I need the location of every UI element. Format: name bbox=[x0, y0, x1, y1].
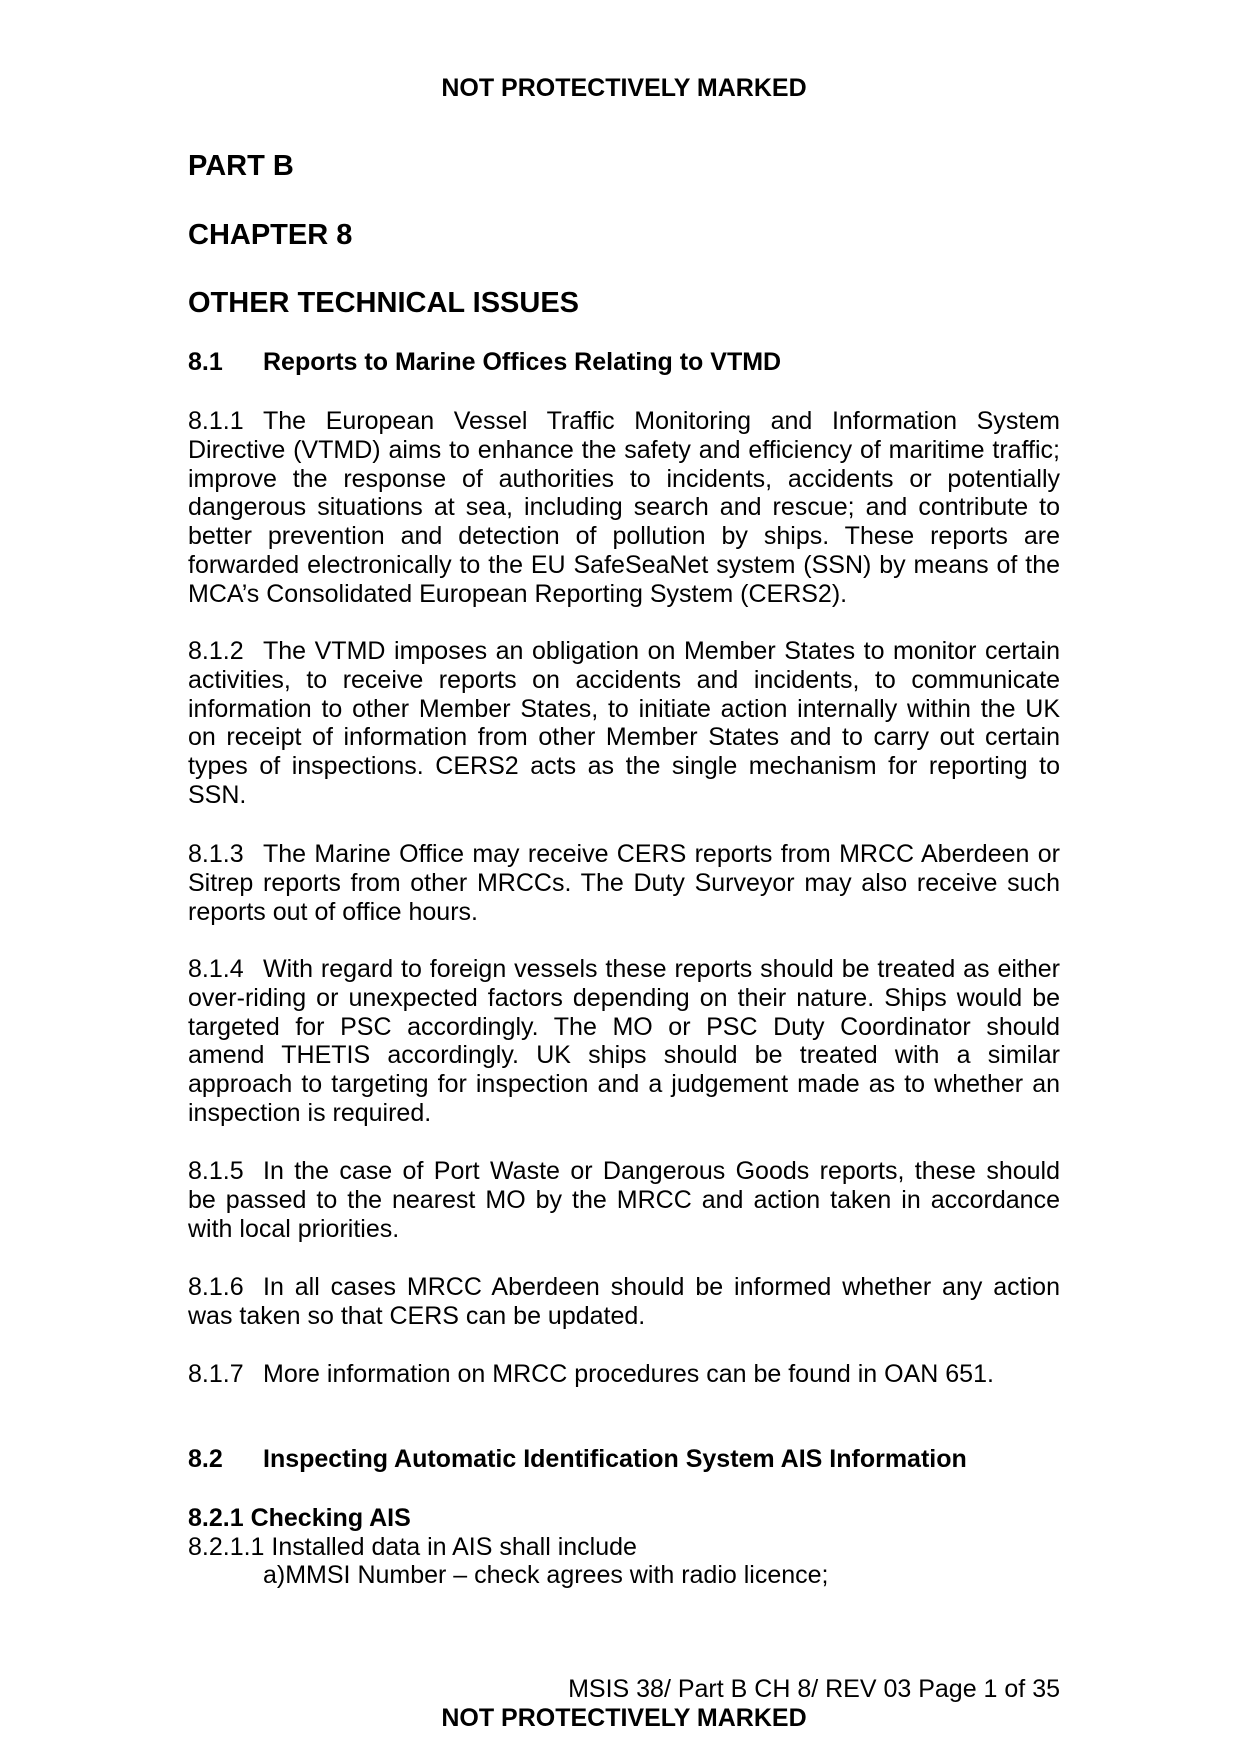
subsection-title: Checking AIS bbox=[250, 1504, 411, 1532]
section-heading-8-1 bbox=[188, 348, 1060, 377]
paragraph-line: approach to targeting for inspection and a judgement made as to whether an bbox=[188, 1070, 1060, 1099]
paragraph-line-text: In the case of Port Waste or Dangerous Goods reports, these should bbox=[263, 1157, 1060, 1185]
paragraph-line: forwarded electronically to the EU SafeSeaNet system (SSN) by means of the bbox=[188, 550, 1060, 579]
paragraph-line: information to other Member States, to initiate action internally within the UK bbox=[188, 694, 1060, 723]
paragraph-8-1-1 bbox=[188, 407, 1060, 609]
chapter-title: OTHER TECHNICAL ISSUES bbox=[188, 287, 580, 319]
paragraph-line bbox=[188, 1273, 1060, 1302]
paragraph-line-text: The Marine Office may receive CERS reports from MRCC Aberdeen or bbox=[263, 840, 1060, 868]
paragraph-line bbox=[188, 840, 1060, 869]
paragraph-line: dangerous situations at sea, including search and rescue; and contribute to bbox=[188, 493, 1060, 522]
paragraph-line: with local priorities. bbox=[188, 1214, 400, 1243]
footer-reference: MSIS 38/ Part B CH 8/ REV 03 Page 1 of 35 bbox=[568, 1675, 1060, 1703]
paragraph-line bbox=[188, 1360, 1060, 1389]
paragraph-line: MCA’s Consolidated European Reporting System (CERS2). bbox=[188, 579, 848, 608]
paragraph-line: over-riding or unexpected factors depending on their nature. Ships would be bbox=[188, 983, 1060, 1012]
paragraph-number: 8.1.4 bbox=[188, 955, 244, 983]
paragraph-number: 8.1.2 bbox=[188, 637, 244, 665]
paragraph-line: amend THETIS accordingly. UK ships should be treated with a similar bbox=[188, 1041, 1060, 1070]
paragraph-line bbox=[188, 1157, 1060, 1186]
paragraph-number: 8.1.5 bbox=[188, 1157, 244, 1185]
subsection-number: 8.2.1 bbox=[188, 1504, 244, 1532]
paragraph-line: Directive (VTMD) aims to enhance the safety and efficiency of maritime traffic; bbox=[188, 435, 1060, 464]
paragraph-number: 8.1.3 bbox=[188, 840, 244, 868]
clause-number: 8.2.1.1 bbox=[188, 1533, 265, 1561]
section-title: Reports to Marine Offices Relating to VTMD bbox=[263, 348, 782, 376]
paragraph-line: inspection is required. bbox=[188, 1098, 432, 1127]
paragraph-8-1-6 bbox=[188, 1273, 1060, 1331]
paragraph-line: Sitrep reports from other MRCCs. The Duty Surveyor may also receive such bbox=[188, 868, 1060, 897]
paragraph-line: types of inspections. CERS2 acts as the single mechanism for reporting to bbox=[188, 752, 1060, 781]
list-item: a)MMSI Number – check agrees with radio licence; bbox=[263, 1561, 829, 1589]
paragraph-8-1-4 bbox=[188, 955, 1060, 1128]
paragraph-8-1-3 bbox=[188, 840, 1060, 926]
paragraph-number: 8.1.1 bbox=[188, 407, 244, 435]
paragraph-line-text: The European Vessel Traffic Monitoring and Information System bbox=[263, 407, 1060, 435]
paragraph-line bbox=[188, 637, 1060, 666]
paragraph-8-1-2 bbox=[188, 637, 1060, 810]
part-heading: PART B bbox=[188, 150, 294, 182]
paragraph-line bbox=[188, 955, 1060, 984]
paragraph-8-1-7 bbox=[188, 1360, 1060, 1389]
paragraph-line: better prevention and detection of pollution by ships. These reports are bbox=[188, 522, 1060, 551]
paragraph-line: was taken so that CERS can be updated. bbox=[188, 1301, 646, 1330]
paragraph-line bbox=[188, 407, 1060, 436]
security-marking-footer: NOT PROTECTIVELY MARKED bbox=[441, 1704, 807, 1732]
paragraph-line: on receipt of information from other Member States and to carry out certain bbox=[188, 723, 1060, 752]
paragraph-line: SSN. bbox=[188, 780, 247, 809]
clause-text: Installed data in AIS shall include bbox=[271, 1533, 637, 1561]
paragraph-line-text: In all cases MRCC Aberdeen should be informed whether any action bbox=[263, 1273, 1060, 1301]
paragraph-number: 8.1.7 bbox=[188, 1360, 244, 1388]
paragraph-line-text: More information on MRCC procedures can be found in OAN 651. bbox=[263, 1360, 994, 1388]
chapter-heading: CHAPTER 8 bbox=[188, 219, 353, 251]
paragraph-line: targeted for PSC accordingly. The MO or PSC Duty Coordinator should bbox=[188, 1012, 1060, 1041]
section-title: Inspecting Automatic Identification System AIS Information bbox=[263, 1445, 967, 1473]
paragraph-line-text: With regard to foreign vessels these reports should be treated as either bbox=[263, 955, 1060, 983]
paragraph-line-text: The VTMD imposes an obligation on Member States to monitor certain bbox=[263, 637, 1060, 665]
paragraph-number: 8.1.6 bbox=[188, 1273, 244, 1301]
paragraph-line: improve the response of authorities to incidents, accidents or potentially bbox=[188, 464, 1060, 493]
section-heading-8-2 bbox=[188, 1445, 1060, 1474]
subsection-heading-8-2-1 bbox=[188, 1504, 1060, 1533]
section-number: 8.1 bbox=[188, 348, 223, 376]
section-number: 8.2 bbox=[188, 1445, 223, 1473]
paragraph-line: be passed to the nearest MO by the MRCC and action taken in accordance bbox=[188, 1185, 1060, 1214]
security-marking-header: NOT PROTECTIVELY MARKED bbox=[441, 74, 807, 102]
paragraph-8-1-5 bbox=[188, 1157, 1060, 1243]
clause-8-2-1-1 bbox=[188, 1533, 1060, 1562]
paragraph-line: activities, to receive reports on accidents and incidents, to communicate bbox=[188, 665, 1060, 694]
paragraph-line: reports out of office hours. bbox=[188, 897, 478, 926]
